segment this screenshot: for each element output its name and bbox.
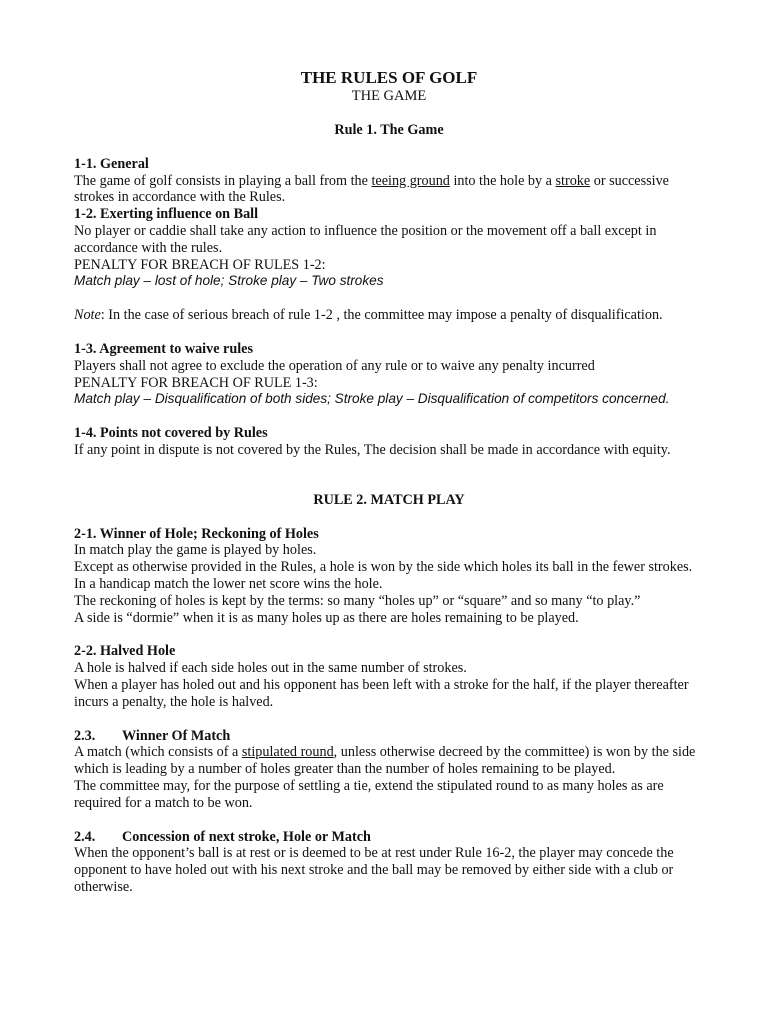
section-2-1-line-2: Except as otherwise provided in the Rules, a hole is won by the side which holes its ball in the fewer strokes. In a handicap match the lower net score wins the hole. — [74, 559, 693, 592]
section-2-3-text: A match (which consists of a stipulated round, unless otherwise decreed by the committee) is won by the side which is leading by a number of holes greater than the number of holes remaining to be played. — [74, 744, 696, 778]
rule-1-heading: Rule 1. The Game — [334, 122, 444, 138]
stroke-link[interactable]: stroke — [555, 172, 591, 189]
section-1-4-heading: 1-4. Points not covered by Rules — [74, 425, 268, 442]
section-2-4-heading: 2.4. Concession of next stroke, Hole or Match — [74, 828, 371, 845]
section-2-1-line-4: A side is “dormie” when it is as many holes up as there are holes remaining to be played. — [74, 609, 579, 626]
section-1-3-penalty-text: Match play – Disqualification of both sides; Stroke play – Disqualification of competitors concerned. — [74, 391, 670, 407]
rule-2-heading: RULE 2. MATCH PLAY — [313, 491, 465, 508]
section-1-3-heading: 1-3. Agreement to waive rules — [74, 340, 254, 357]
document-page — [74, 68, 704, 896]
note-label: Note — [74, 307, 101, 324]
section-1-3-text: Players shall not agree to exclude the operation of any rule or to waive any penalty incurred — [74, 357, 595, 374]
section-1-2-note: Note: In the case of serious breach of rule 1-2 , the committee may impose a penalty of disqualification. — [74, 307, 663, 324]
section-1-2-text: No player or caddie shall take any action to influence the position or the movement off a ball except in accordance with the rules. — [74, 222, 657, 256]
section-1-2-penalty-label: PENALTY FOR BREACH OF RULES 1-2: — [74, 256, 326, 273]
stipulated-round-link[interactable]: stipulated round — [241, 744, 334, 761]
teeing-ground-link[interactable]: teeing ground — [371, 172, 450, 189]
section-2-2-line-1: A hole is halved if each side holes out in the same number of strokes. — [74, 660, 467, 677]
section-1-4-text: If any point in dispute is not covered by the Rules, The decision shall be made in accordance with equity. — [74, 441, 671, 458]
document-title: THE RULES OF GOLF — [300, 68, 478, 87]
section-2-2-line-2: When a player has holed out and his opponent has been left with a stroke for the half, if the player thereafter incurs a penalty, the hole is halved. — [74, 676, 689, 710]
section-1-2-heading: 1-2. Exerting influence on Ball — [74, 206, 259, 223]
section-2-3-line-2: The committee may, for the purpose of settling a tie, extend the stipulated round to as many holes as are required for a match to be won. — [74, 777, 664, 811]
section-2-4-text: When the opponent’s ball is at rest or is deemed to be at rest under Rule 16-2, the player may concede the opponent to have holed out with his next stroke and the ball may be removed by either side with a club or otherwise. — [74, 845, 674, 895]
section-1-3-penalty-label: PENALTY FOR BREACH OF RULE 1-3: — [74, 374, 318, 391]
section-2-3-heading: 2.3. Winner Of Match — [74, 727, 231, 744]
section-2-2-heading: 2-2. Halved Hole — [74, 643, 176, 660]
section-1-1-heading: 1-1. General — [74, 155, 149, 172]
section-2-1-line-3: The reckoning of holes is kept by the terms: so many “holes up” or “square” and so many “to play.” — [74, 592, 641, 609]
section-2-1-line-1: In match play the game is played by holes. — [74, 542, 317, 559]
section-2-1-heading: 2-1. Winner of Hole; Reckoning of Holes — [74, 525, 319, 542]
document-subtitle: THE GAME — [351, 88, 427, 104]
section-1-2-penalty-text: Match play – lost of hole; Stroke play – Two strokes — [74, 273, 384, 289]
section-1-1-text: The game of golf consists in playing a ball from the teeing ground into the hole by a stroke or successive strokes in accordance with the Rules. — [74, 172, 669, 206]
